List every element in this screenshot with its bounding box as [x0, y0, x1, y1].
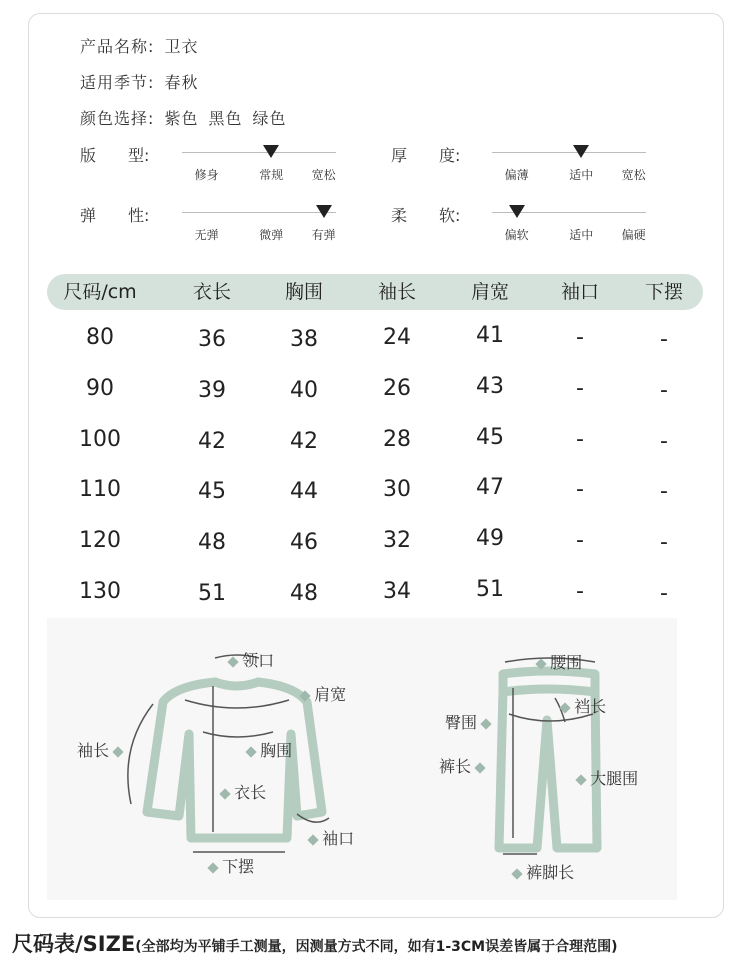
measurement-cell: - — [660, 429, 668, 454]
softness-label: 柔 软: — [391, 206, 461, 225]
table-header-cell: 袖长 — [377, 281, 417, 303]
scale-line — [182, 212, 336, 213]
table-header-cell: 衣长 — [192, 281, 232, 303]
leg-opening-label: 裤脚长 — [513, 860, 574, 883]
hip-label: 臀围 — [445, 710, 490, 733]
color-option: 绿色 — [252, 109, 287, 128]
measurement-cell: 45 — [198, 479, 226, 504]
measurement-cell: 34 — [383, 579, 411, 604]
product-name-value: 卫衣 — [164, 37, 199, 56]
measurement-cell: 42 — [290, 429, 318, 454]
season-label: 适用季节: — [80, 73, 155, 92]
measurement-cell: - — [576, 427, 584, 452]
diamond-bullet-icon — [535, 658, 546, 669]
scale-tick-label: 适中 — [569, 168, 594, 182]
size-cell: 130 — [79, 579, 121, 604]
scale-line — [182, 152, 336, 153]
body-length-label: 衣长 — [221, 780, 266, 803]
footer-note: (全部均为平铺手工测量，因测量方式不同，如有1-3CM误差皆属于合理范围) — [135, 939, 618, 955]
diamond-bullet-icon — [112, 746, 123, 757]
measurement-cell: - — [660, 327, 668, 352]
table-header-cell: 下摆 — [644, 281, 684, 303]
diamond-bullet-icon — [219, 788, 230, 799]
scale-tick-label: 微弹 — [259, 228, 284, 242]
measurement-diagram — [47, 618, 677, 900]
measurement-cell: - — [576, 579, 584, 604]
measurement-cell: 39 — [198, 378, 226, 403]
waist-label: 腰围 — [537, 650, 582, 673]
table-header-cell: 袖口 — [560, 281, 600, 303]
measurement-cell: - — [660, 479, 668, 504]
softness-scale — [492, 204, 646, 244]
garment-illustration — [47, 618, 677, 900]
fit-scale — [182, 144, 336, 184]
measurement-cell: 30 — [383, 477, 411, 502]
scale-tick-label: 常规 — [259, 168, 284, 182]
scale-tick-label: 宽松 — [621, 168, 646, 182]
pants-length-label: 裤长 — [439, 754, 484, 777]
diamond-bullet-icon — [575, 774, 586, 785]
measurement-cell: 28 — [383, 427, 411, 452]
table-header-cell: 胸围 — [284, 281, 324, 303]
measurement-cell: 41 — [476, 323, 504, 348]
diamond-bullet-icon — [299, 690, 310, 701]
diamond-bullet-icon — [227, 656, 238, 667]
elasticity-scale — [182, 204, 336, 244]
measurement-cell: 46 — [290, 530, 318, 555]
collar-label: 领口 — [229, 648, 274, 671]
diamond-bullet-icon — [474, 762, 485, 773]
diamond-bullet-icon — [511, 868, 522, 879]
measurement-cell: 36 — [198, 327, 226, 352]
product-name-label: 产品名称: — [80, 37, 155, 56]
sleeve-length-label: 袖长 — [77, 738, 122, 761]
measurement-cell: 24 — [383, 325, 411, 350]
measurement-cell: 32 — [383, 528, 411, 553]
color-option: 黑色 — [208, 109, 243, 128]
measurement-cell: - — [660, 378, 668, 403]
size-cell: 120 — [79, 528, 121, 553]
measurement-cell: 40 — [290, 378, 318, 403]
measurement-cell: 38 — [290, 327, 318, 352]
measurement-cell: 48 — [198, 530, 226, 555]
measurement-cell: 47 — [476, 475, 504, 500]
scale-tick-label: 偏软 — [504, 228, 529, 242]
measurement-cell: 26 — [383, 376, 411, 401]
measurement-cell: 45 — [476, 425, 504, 450]
diamond-bullet-icon — [207, 862, 218, 873]
scale-tick-label: 适中 — [569, 228, 594, 242]
measurement-cell: - — [576, 325, 584, 350]
scale-tick-label: 偏薄 — [504, 168, 529, 182]
size-cell: 90 — [86, 376, 114, 401]
scale-tick-label: 无弹 — [194, 228, 219, 242]
scale-tick-label: 有弹 — [311, 228, 336, 242]
diamond-bullet-icon — [245, 746, 256, 757]
season-value: 春秋 — [164, 73, 199, 92]
measurement-cell: 44 — [290, 479, 318, 504]
scale-line — [492, 152, 646, 153]
thigh-label: 大腿围 — [577, 766, 638, 789]
sweatshirt-outline — [147, 682, 322, 838]
size-cell: 110 — [79, 477, 121, 502]
color-options — [165, 106, 297, 129]
color-row — [80, 106, 297, 129]
footer-title: 尺码表/SIZE — [12, 932, 136, 956]
measurement-cell: 48 — [290, 581, 318, 606]
scale-tick-label: 偏硬 — [621, 228, 646, 242]
size-chart-footer — [12, 928, 617, 958]
thickness-scale — [492, 144, 646, 184]
crotch-label: 裆长 — [561, 694, 606, 717]
diamond-bullet-icon — [307, 834, 318, 845]
measurement-cell: 51 — [198, 581, 226, 606]
scale-tick-label: 宽松 — [311, 168, 336, 182]
table-header-cell: 尺码/cm — [63, 281, 137, 303]
table-header-cell: 肩宽 — [470, 281, 510, 303]
measurement-cell: 49 — [476, 526, 504, 551]
thickness-label: 厚 度: — [391, 146, 461, 165]
measurement-cell: - — [576, 477, 584, 502]
product-name-row — [80, 34, 199, 57]
selected-marker-icon — [573, 145, 589, 158]
size-table-header — [47, 274, 703, 310]
measurement-cell: 43 — [476, 374, 504, 399]
season-row — [80, 70, 199, 93]
selected-marker-icon — [509, 205, 525, 218]
size-cell: 100 — [79, 427, 121, 452]
color-option: 紫色 — [164, 109, 199, 128]
measurement-cell: - — [576, 376, 584, 401]
measurement-cell: 51 — [476, 577, 504, 602]
elasticity-label: 弹 性: — [80, 206, 150, 225]
diamond-bullet-icon — [480, 718, 491, 729]
scale-tick-label: 修身 — [194, 168, 219, 182]
measurement-cell: - — [576, 528, 584, 553]
hem-label: 下摆 — [209, 854, 254, 877]
measurement-cell: 42 — [198, 429, 226, 454]
fit-label: 版 型: — [80, 146, 150, 165]
cuff-label: 袖口 — [309, 826, 354, 849]
diamond-bullet-icon — [559, 702, 570, 713]
size-cell: 80 — [86, 325, 114, 350]
chest-label: 胸围 — [247, 738, 292, 761]
measurement-cell: - — [660, 530, 668, 555]
shoulder-label: 肩宽 — [301, 682, 346, 705]
selected-marker-icon — [263, 145, 279, 158]
measurement-cell: - — [660, 581, 668, 606]
color-label: 颜色选择: — [80, 109, 155, 128]
selected-marker-icon — [316, 205, 332, 218]
